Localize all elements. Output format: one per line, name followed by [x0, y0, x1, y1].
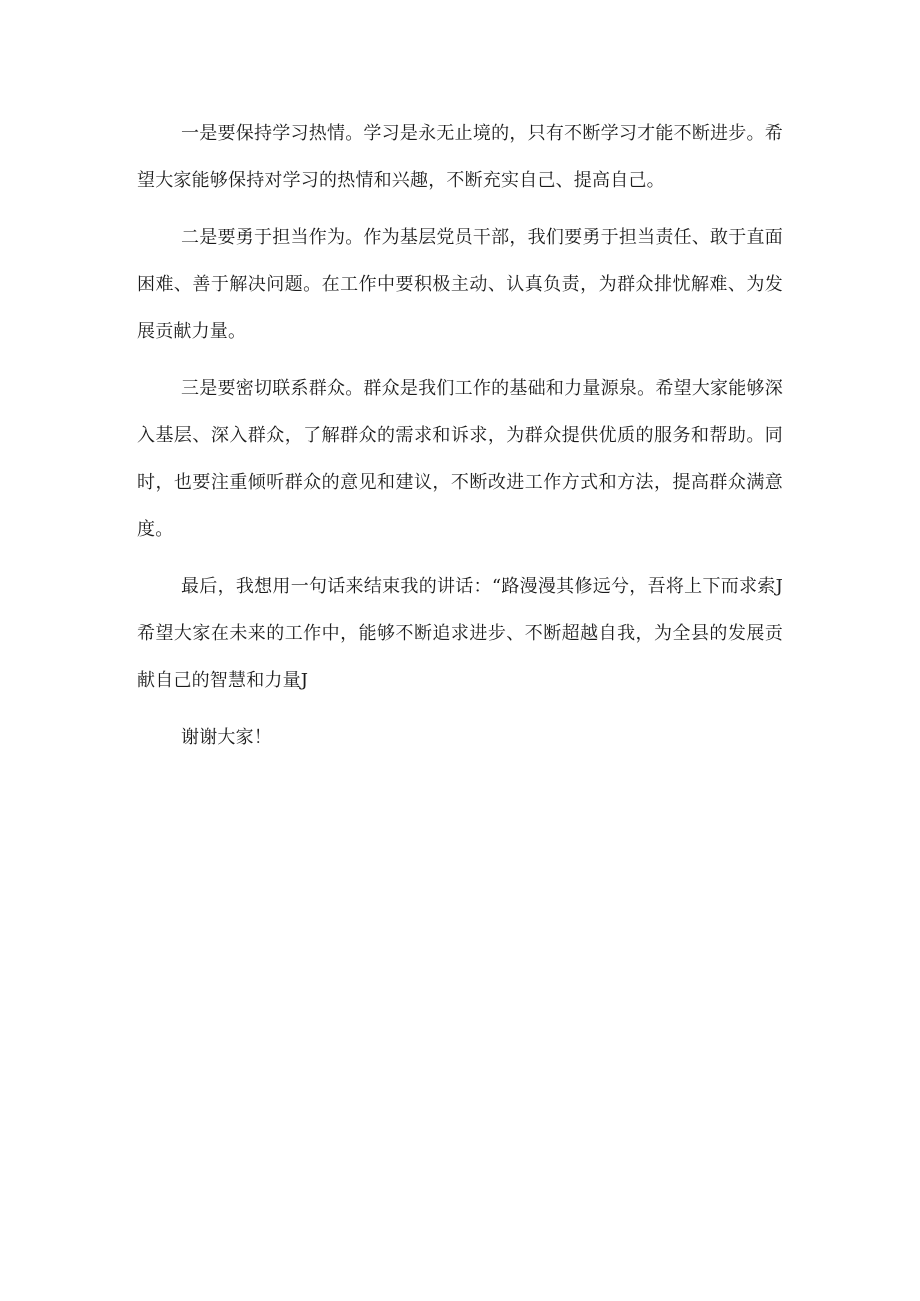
paragraph-learning-passion: 一是要保持学习热情。学习是永无止境的，只有不断学习才能不断进步。希望大家能够保持对学习的热情和兴趣，不断充实自己、提高自己。: [137, 123, 783, 191]
paragraph-connect-masses: 三是要密切联系群众。群众是我们工作的基础和力量源泉。希望大家能够深入基层、深入群众，了解群众的需求和诉求，为群众提供优质的服务和帮助。同时，也要注重倾听群众的意见和建议，不断改进工作方式和方法，提高群众满意度。: [137, 378, 783, 540]
paragraph-closing-quote: 最后，我想用一句话来结束我的讲话：“路漫漫其修远兮，吾将上下而求索J希望大家在未来的工作中，能够不断追求进步、不断超越自我，为全县的发展贡献自己的智慧和力量J: [137, 576, 783, 691]
paragraph-responsibility: 二是要勇于担当作为。作为基层党员干部，我们要勇于担当责任、敢于直面困难、善于解决问题。在工作中要积极主动、认真负责，为群众排忧解难、为发展贡献力量。: [137, 227, 783, 342]
document-body: [137, 110, 783, 771]
paragraph-thanks: 谢谢大家！: [181, 727, 272, 748]
